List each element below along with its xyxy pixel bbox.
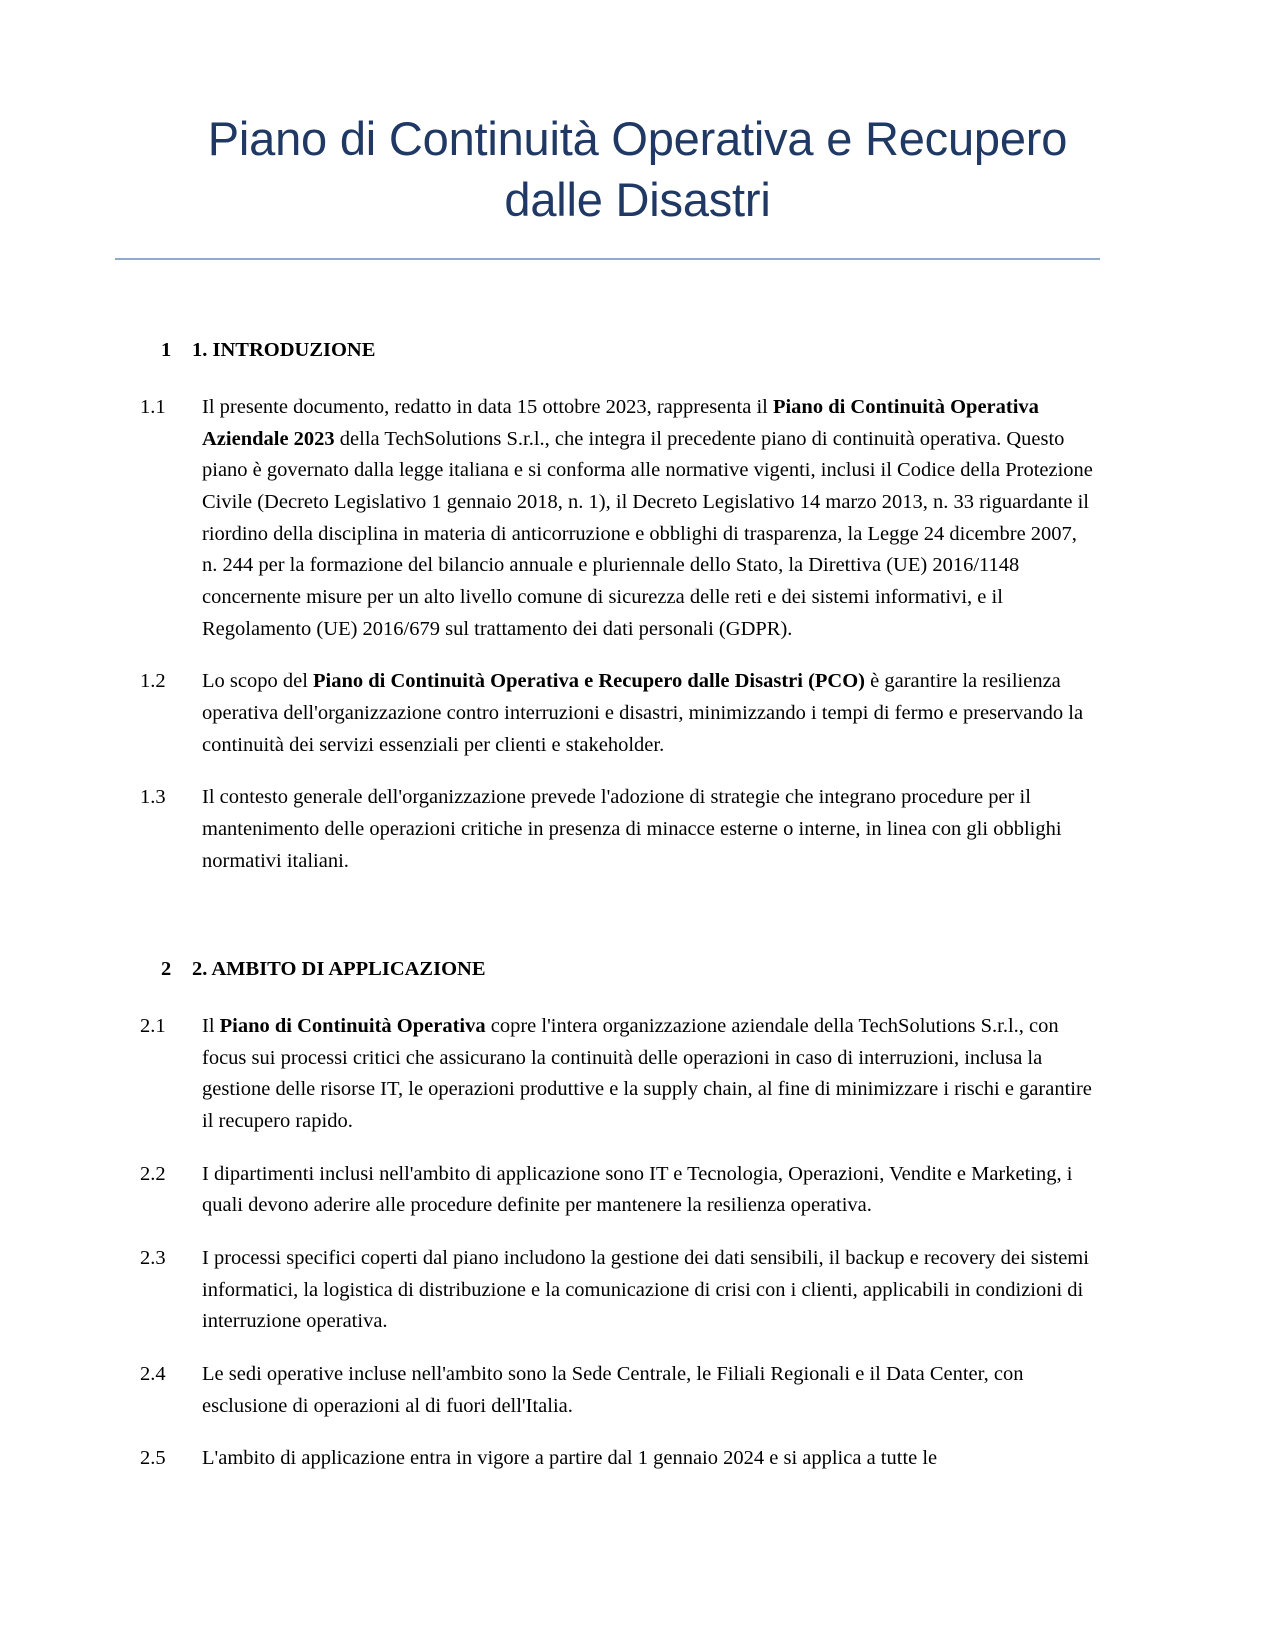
paragraph-number: 2.4 [140,1363,166,1386]
page-title: Piano di Continuità Operativa e Recupero dalle Disastri [207,112,1068,227]
paragraph-text [202,1443,1097,1475]
paragraph-text [202,1159,1097,1222]
document-body [0,336,1275,1475]
text-run: L'ambito di applicazione entra in vigore a partire dal 1 gennaio 2024 e si applica a tutte le [202,1447,938,1470]
section-heading [140,336,1097,365]
text-run: Il presente documento, redatto in data 15 ottobre 2023, rappresenta il [202,395,773,418]
section-title: 2. AMBITO DI APPLICAZIONE [192,958,486,981]
section-title: 1. INTRODUZIONE [192,339,376,362]
paragraph-number: 2.5 [140,1447,166,1470]
paragraph-text [202,392,1097,645]
numbered-paragraph [140,1159,1097,1222]
numbered-paragraph [140,666,1097,761]
paragraph-number: 2.2 [140,1162,166,1185]
numbered-paragraph [140,1443,1097,1475]
text-run: Lo scopo del [202,670,314,693]
section-heading [140,955,1097,984]
paragraph-number: 1.3 [140,786,166,809]
text-run: Le sedi operative incluse nell'ambito sono la Sede Centrale, le Filiali Regionali e il Data Center, con esclusione di operazioni al di fuori dell'Italia. [202,1363,1024,1417]
title-block [0,0,1275,260]
text-run: della TechSolutions S.r.l., che integra il precedente piano di continuità operativa. Questo piano è governato dalla legge italiana e si conforma alle normative vigenti, inclusi il Codice della Protezione Civile (Decreto Legislativo 1 gennaio 2018, n. 1), il Decreto Legislativo 14 marzo 2013, n. 33 riguardante il riordino della disciplina in materia di anticorruzione e obblighi di trasparenza, la Legge 24 dicembre 2007, n. 244 per la formazione del bilancio annuale e pluriennale dello Stato, la Direttiva (UE) 2016/1148 concernente misure per un alto livello comune di sicurezza delle reti e dei sistemi informativi, e il Regolamento (UE) 2016/679 sul trattamento dei dati personali (GDPR). [202,427,1093,640]
text-run: I processi specifici coperti dal piano includono la gestione dei dati sensibili, il backup e recovery dei sistemi informatici, la logistica di distribuzione e la comunicazione di crisi con i clienti, applicabili in condizioni di interruzione operativa. [202,1247,1089,1333]
emphasis-run: Piano di Continuità Operativa [219,1014,486,1037]
paragraph-text [202,1243,1097,1338]
numbered-paragraph [140,1243,1097,1338]
text-run: Il contesto generale dell'organizzazione prevede l'adozione di strategie che integrano procedure per il mantenimento delle operazioni critiche in presenza di minacce esterne o interne, in linea con gli obblighi normativi italiani. [202,786,1062,872]
title-divider [115,258,1100,260]
emphasis-run: Piano di Continuità Operativa e Recupero dalle Disastri (PCO) [313,670,865,693]
paragraph-text [202,666,1097,761]
emphasis-run: Piano di Continuità Operativa Aziendale 2023 [202,395,1039,450]
section-number: 2 [161,958,172,981]
section-number: 1 [161,339,172,362]
paragraph-number: 1.1 [140,395,166,418]
paragraph-number: 1.2 [140,670,166,693]
text-run: copre l'intera organizzazione aziendale della TechSolutions S.r.l., con focus sui processi critici che assicurano la continuità delle operazioni in caso di interruzioni, inclusa la gestione delle risorse IT, le operazioni produttive e la supply chain, al fine di minimizzare i rischi e garantire il recupero rapido. [202,1014,1092,1132]
numbered-paragraph [140,392,1097,645]
text-run: Il [202,1014,220,1037]
numbered-paragraph [140,1011,1097,1138]
text-run: è garantire la resilienza operativa dell'organizzazione contro interruzioni e disastri, minimizzando i tempi di fermo e preservando la continuità dei servizi essenziali per clienti e stakeholder. [202,670,1084,756]
paragraph-text [202,1011,1097,1138]
text-run: I dipartimenti inclusi nell'ambito di applicazione sono IT e Tecnologia, Operazioni, Vendite e Marketing, i quali devono aderire alle procedure definite per mantenere la resilienza operativa. [202,1162,1073,1217]
paragraph-text [202,782,1097,877]
paragraph-number: 2.3 [140,1247,166,1269]
numbered-paragraph [140,1359,1097,1422]
numbered-paragraph [140,782,1097,877]
paragraph-text [202,1359,1097,1422]
paragraph-number: 2.1 [140,1014,166,1037]
